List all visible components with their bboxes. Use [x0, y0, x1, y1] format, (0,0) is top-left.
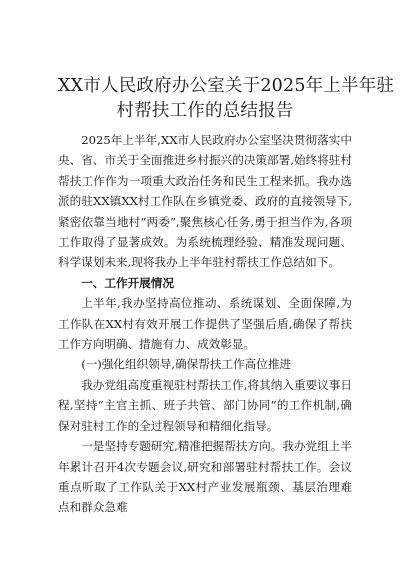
- subsection-1-paragraph-2: 一是坚持专题研究,精准把握帮扶方向。我办党组上半年累计召开4次专题会议,研究和部署驻村帮扶工作。会议重点听取了工作队关于XX村产业发展瓶颈、基层治理难点和群众急难: [58, 439, 352, 515]
- document-title: [58, 74, 395, 124]
- title-line-1: XX市人民政府办公室关于2025年上半年驻: [58, 76, 395, 96]
- section-1-paragraph: 上半年,我办坚持高位推动、系统谋划、全面保障,为工作队在XX村有效开展工作提供了坚强后盾,确保了帮扶工作方向明确、措施有力、成效彰显。: [58, 296, 352, 352]
- section-1-heading: 一、工作开展情况: [81, 275, 174, 290]
- intro-paragraph: 2025年上半年,XX市人民政府办公室坚决贯彻落实中央、省、市关于全面推进乡村振兴的决策部署,始终将驻村帮扶工作作为一项重大政治任务和民生工程来抓。我办选派的驻XX镇XX村工作队在乡镇党委、政府的直接领导下,紧密依靠当地村“两委”,聚焦核心任务,勇于担当作为,各项工作取得了显著成效。为系统梳理经验、精准发现问题、科学谋划未来,现将我办上半年驻村帮扶工作总结如下。: [58, 133, 352, 270]
- title-line-2: 村帮扶工作的总结报告: [116, 101, 294, 121]
- subsection-1-heading: (一)强化组织领导,确保帮扶工作高位推进: [81, 357, 292, 372]
- subsection-1-paragraph-1: 我办党组高度重视驻村帮扶工作,将其纳入重要议事日程,坚持“主官主抓、班子共管、部门协同”的工作机制,确保对驻村工作的全过程领导和精细化指导。: [58, 377, 352, 433]
